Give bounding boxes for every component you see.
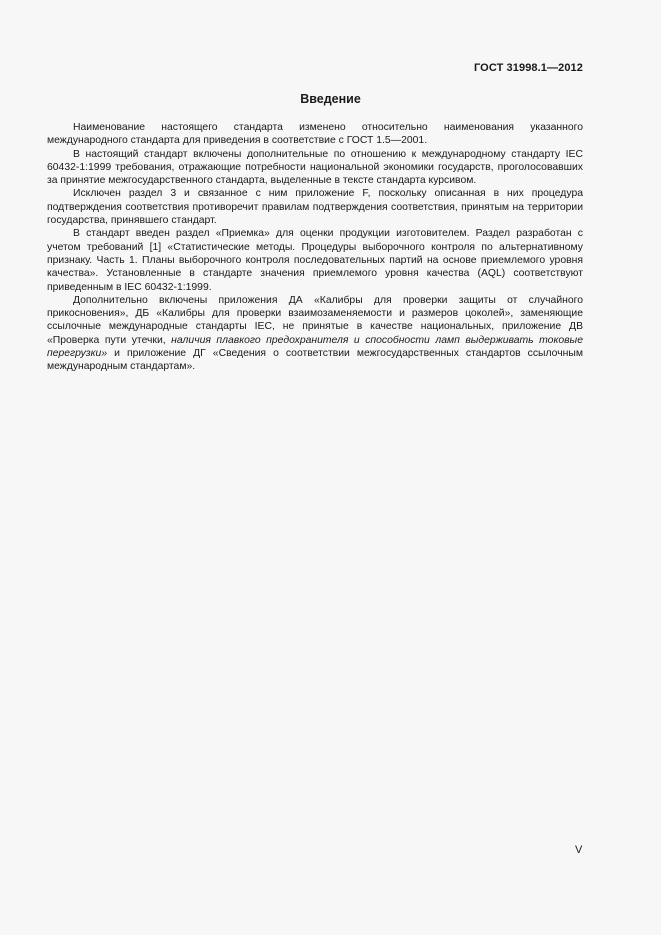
paragraph-2: В настоящий стандарт включены дополнительные по отношению к международному стандарту IEC 60432-1:1999 требования, отражающие потребности национальной экономики государств, проголосовавших за принятие межгосударственного стандарта, выделенные в тексте стандарта курсивом. <box>47 148 583 187</box>
section-title: Введение <box>300 92 361 106</box>
paragraph-3: Исключен раздел 3 и связанное с ним приложение F, поскольку описанная в них процедура подтверждения соответствия противоречит правилам подтверждения соответствия, принятым на территории государства, принявшего стандарт. <box>47 188 583 227</box>
paragraph-5-italic-text: наличия плавкого предохранителя и способности ламп выдерживать токовые перегрузки» <box>47 334 583 360</box>
paragraph-4: В стандарт введен раздел «Приемка» для оценки продукции изготовителем. Раздел разработан с учетом требований [1] «Статистические методы. Процедуры выборочного контроля по альтернативному признаку. Часть 1. Планы выборочного контроля последовательных партий на основе приемлемого уровня качества». Установленные в стандарте значения приемлемого уровня качества (AQL) соответствуют приведенным в IEC 60432-1:1999. <box>47 228 583 293</box>
paragraph-5-text-before: Дополнительно включены приложения ДА «Калибры для проверки защиты от случайного прикосновения», ДБ «Калибры для проверки взаимозаменяемости и размеров цоколей», заменяющие ссылочные международные стандарты IEC, не принятые в качестве национальных, приложение ДВ «Проверка пути утечки, <box>47 294 583 346</box>
document-number: ГОСТ 31998.1—2012 <box>473 62 583 74</box>
paragraph-5-text-after: и приложение ДГ «Сведения о соответствии межгосударственных стандартов ссылочным международным стандартам». <box>47 348 583 373</box>
body-text <box>47 121 583 374</box>
paragraph-1: Наименование настоящего стандарта изменено относительно наименования указанного международного стандарта для приведения в соответствие с ГОСТ 1.5—2001. <box>47 122 583 147</box>
paragraph-5 <box>47 294 583 374</box>
page-number: V <box>575 844 583 856</box>
